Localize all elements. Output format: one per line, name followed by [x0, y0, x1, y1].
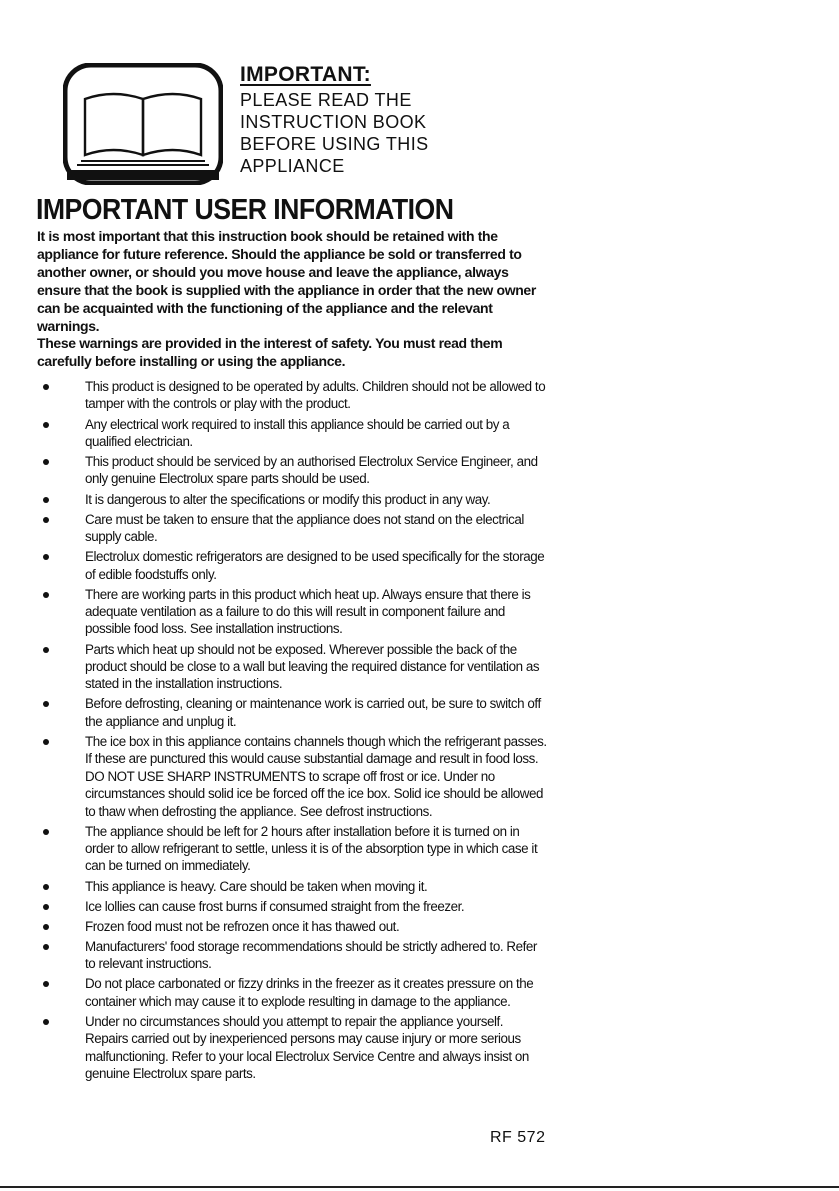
list-item: [37, 1013, 547, 1083]
warning-text: This product should be serviced by an authorised Electrolux Service Engineer, and only genuine Electrolux spare parts should be used.: [85, 454, 538, 487]
list-item: [37, 416, 547, 451]
page-bottom-rule: [0, 1186, 839, 1188]
page-title: IMPORTANT USER INFORMATION: [36, 194, 454, 226]
bullet-icon: [43, 517, 49, 523]
list-item: [37, 695, 547, 730]
list-item: [37, 453, 547, 488]
warnings-list: [37, 378, 547, 1085]
important-line: INSTRUCTION BOOK: [240, 112, 427, 132]
bullet-icon: [43, 701, 49, 707]
warning-text: This product is designed to be operated by adults. Children should not be allowed to tamper with the controls or play with the product.: [85, 379, 546, 412]
bullet-icon: [43, 924, 49, 930]
bullet-icon: [43, 944, 49, 950]
warning-text: Manufacturers' food storage recommendations should be strictly adhered to. Refer to relevant instructions.: [85, 938, 537, 972]
warning-text: Care must be taken to ensure that the appliance does not stand on the electrical supply cable.: [85, 511, 524, 544]
warning-text: Before defrosting, cleaning or maintenance work is carried out, be sure to switch off the appliance and unplug it.: [85, 696, 541, 729]
warning-text: Any electrical work required to install this appliance should be carried out by a qualified electrician.: [85, 416, 510, 449]
bullet-icon: [43, 384, 49, 390]
bullet-icon: [43, 422, 49, 428]
list-item: [37, 548, 547, 583]
bullet-icon: [43, 497, 49, 503]
bullet-icon: [43, 647, 49, 653]
warning-text: It is dangerous to alter the specifications or modify this product in any way.: [85, 491, 491, 507]
list-item: [37, 898, 547, 915]
list-item: [37, 975, 547, 1010]
list-item: [37, 823, 547, 875]
important-title: IMPORTANT:: [240, 63, 371, 86]
bullet-icon: [43, 592, 49, 598]
bullet-icon: [43, 459, 49, 465]
warning-text: The appliance should be left for 2 hours after installation before it is turned on in order to allow refrigerant to settle, unless it is of the absorption type in which case it can be turned on immediately.: [85, 823, 538, 874]
bullet-icon: [43, 904, 49, 910]
list-item: [37, 378, 547, 413]
bullet-icon: [43, 1019, 49, 1025]
warning-text: There are working parts in this product which heat up. Always ensure that there is adequate ventilation as a failure to do this will result in component failure and possible food loss. See installation instructions.: [85, 586, 531, 637]
warning-text: Frozen food must not be refrozen once it has thawed out.: [85, 918, 400, 934]
list-item: [37, 491, 547, 508]
warning-text: Parts which heat up should not be exposed. Wherever possible the back of the product should be close to a wall but leaving the required distance for ventilation as stated in the installation instructions.: [85, 641, 540, 692]
important-line: BEFORE USING THIS: [240, 134, 429, 154]
important-line: APPLIANCE: [240, 156, 345, 176]
safety-paragraph: These warnings are provided in the interest of safety. You must read them carefully before installing or using the appliance.: [37, 335, 503, 369]
list-item: [37, 641, 547, 693]
list-item: [37, 878, 547, 895]
important-notice: [240, 63, 500, 177]
warning-text: Electrolux domestic refrigerators are designed to be used specifically for the storage of edible foodstuffs only.: [85, 549, 545, 582]
warning-text: Under no circumstances should you attempt to repair the appliance yourself. Repairs carried out by inexperienced persons may cause injury or more serious malfunctioning. Refer to your local Electrolux Service Centre and always insist on genuine Electrolux spare parts.: [85, 1013, 529, 1082]
warning-text: Do not place carbonated or fizzy drinks in the freezer as it creates pressure on the container which may cause it to explode resulting in damage to the appliance.: [85, 976, 534, 1009]
list-item: [37, 918, 547, 935]
list-item: [37, 511, 547, 546]
book-icon: [63, 63, 223, 185]
intro-paragraph: It is most important that this instruction book should be retained with the appliance for future reference. Should the appliance be sold or transferred to another owner, or should you move house and leave the appliance, always ensure that the book is supplied with the appliance in order that the new owner can be acquainted with the functioning of the appliance and the relevant warnings.: [37, 228, 536, 334]
bullet-icon: [43, 884, 49, 890]
document-code: RF 572: [490, 1129, 546, 1146]
warning-text: Ice lollies can cause frost burns if consumed straight from the freezer.: [85, 898, 465, 914]
important-line: PLEASE READ THE: [240, 90, 412, 110]
bullet-icon: [43, 981, 49, 987]
bullet-icon: [43, 829, 49, 835]
warning-text: This appliance is heavy. Care should be taken when moving it.: [85, 878, 428, 894]
warning-text: The ice box in this appliance contains channels though which the refrigerant passes. If these are punctured this would cause substantial damage and result in food loss. DO NOT USE SHARP INSTRUMENTS to scrape off frost or ice. Under no circumstances should solid ice be forced off the ice box. Solid ice should be allowed to thaw when defrosting the appliance. See defrost instructions.: [85, 733, 547, 819]
list-item: [37, 733, 547, 820]
list-item: [37, 586, 547, 638]
bullet-icon: [43, 554, 49, 560]
bullet-icon: [43, 739, 49, 745]
list-item: [37, 938, 547, 973]
